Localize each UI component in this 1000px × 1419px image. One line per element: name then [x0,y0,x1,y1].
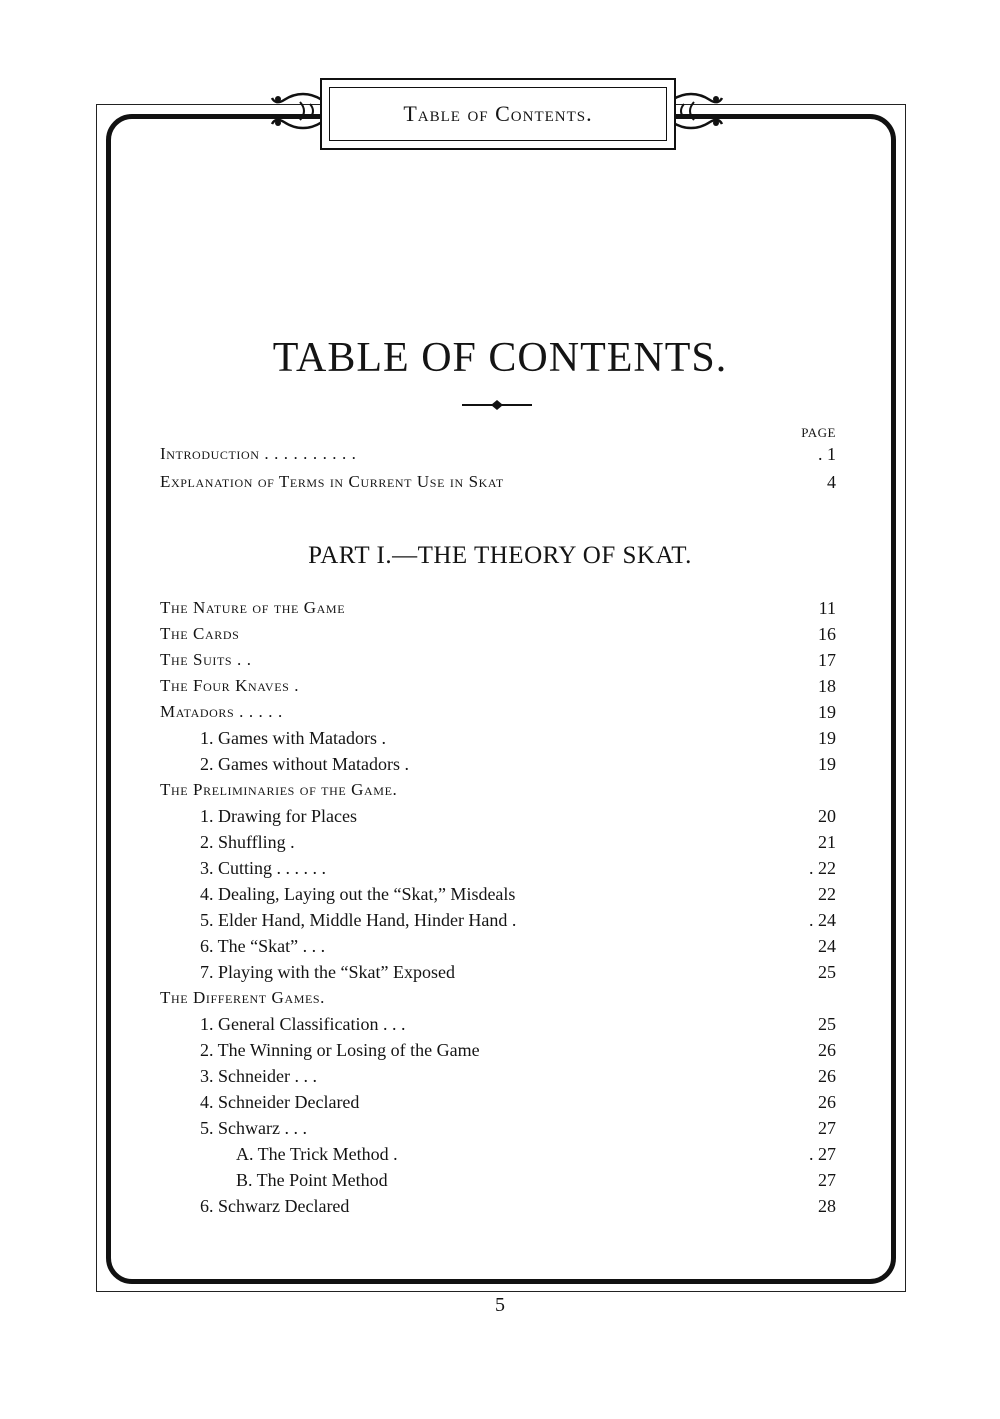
toc-row [160,959,836,985]
toc-entry-page: . 22 [809,858,836,878]
toc-entry-label: 5. Schwarz . . . [200,1118,307,1138]
toc-entry-page: 24 [818,936,836,956]
toc-entry-page: 21 [818,832,836,852]
toc-row [160,1063,836,1089]
toc-entry-page: 26 [818,1092,836,1112]
toc-row [160,907,836,933]
toc-entry-page: 22 [818,884,836,904]
title-divider-ornament-icon [462,398,532,412]
page-number: 5 [495,1294,505,1316]
toc-entry-page: 25 [818,962,836,982]
toc-entry-label: 2. Shuffling . [200,832,295,852]
toc-entry-label: 2. Games without Matadors . [200,754,409,774]
toc-entry-label: 3. Cutting . . . . . . [200,858,327,878]
toc-row [160,1115,836,1141]
toc-row [160,647,836,673]
toc-entry-label: 6. Schwarz Declared [200,1196,350,1216]
toc-entry-page: 4 [827,472,836,492]
toc-entry-page: 26 [818,1066,836,1086]
toc-entry-page: 18 [818,676,836,696]
toc-entry-page: 11 [818,598,836,618]
toc-entry-label: The Preliminaries of the Game. [160,780,398,799]
toc-entry-page: 26 [818,1040,836,1060]
toc-row [160,1089,836,1115]
running-head-plate [320,78,676,150]
toc-entry-label: Matadors . . . . . [160,702,283,721]
running-head-inner-frame [329,87,667,141]
toc-entry-page: 19 [818,754,836,774]
toc-entry-page: 20 [818,806,836,826]
toc-entry-label: 4. Schneider Declared [200,1092,360,1112]
toc-row [160,855,836,881]
page-title: TABLE OF CONTENTS. [272,335,728,381]
toc-row [160,803,836,829]
toc-entry-label: A. The Trick Method . [236,1144,398,1164]
toc-row [160,1167,836,1193]
toc-entry-label: 4. Dealing, Laying out the “Skat,” Misdeals [200,884,516,904]
toc-entry-page: 19 [818,728,836,748]
toc-entry-page: . 24 [809,910,836,930]
toc-entry-page: 16 [818,624,836,644]
running-head: Table of Contents. [403,101,593,126]
toc-entry-label: The Different Games. [160,988,326,1007]
toc-entry-label: 1. Games with Matadors . [200,728,386,748]
toc-entry-page: . 27 [809,1144,836,1164]
toc-entry-page: 27 [818,1118,836,1138]
toc-entry-page: . 1 [818,444,836,464]
toc-entry-page: 17 [818,650,836,670]
toc-row [160,673,836,699]
toc-row [160,725,836,751]
toc-entry-label: The Nature of the Game [160,598,346,617]
toc-row [160,933,836,959]
toc-row [160,699,836,725]
toc-entry-label: 3. Schneider . . . [200,1066,317,1086]
toc-row [160,751,836,777]
toc-entry-label: Explanation of Terms in Current Use in Skat [160,472,504,491]
toc-entry-page: 28 [818,1196,836,1216]
toc-entry-label: 2. The Winning or Losing of the Game [200,1040,480,1060]
toc-entry-label: 6. The “Skat” . . . [200,936,326,956]
toc-entry-label: 5. Elder Hand, Middle Hand, Hinder Hand . [200,910,517,930]
toc-entry-label: 1. Drawing for Places [200,806,357,826]
toc-entry-page: 25 [818,1014,836,1034]
toc-row [160,1193,836,1219]
toc-row [160,595,836,621]
page-column-label: PAGE [801,425,836,440]
toc-entry-page: 19 [818,702,836,722]
toc-row [160,1037,836,1063]
toc-entry-label: 1. General Classification . . . [200,1014,406,1034]
toc-entry-label: The Cards [160,624,240,643]
part-heading: PART I.—THE THEORY OF SKAT. [308,542,692,569]
toc-row [160,985,836,1011]
left-scroll-ornament-icon [270,88,322,134]
toc-row [160,621,836,647]
toc-row [160,441,836,467]
toc-entry-label: 7. Playing with the “Skat” Exposed [200,962,455,982]
toc-entry-label: B. The Point Method [236,1170,388,1190]
toc-row [160,1141,836,1167]
toc-row [160,777,836,803]
toc-row [160,1011,836,1037]
toc-entry-label: The Suits . . [160,650,252,669]
toc-row [160,469,836,495]
toc-row [160,881,836,907]
toc-entry-page: 27 [818,1170,836,1190]
toc-entry-label: The Four Knaves . [160,676,300,695]
right-scroll-ornament-icon [672,88,724,134]
toc-entry-label: Introduction . . . . . . . . . . [160,444,357,463]
toc-row [160,829,836,855]
